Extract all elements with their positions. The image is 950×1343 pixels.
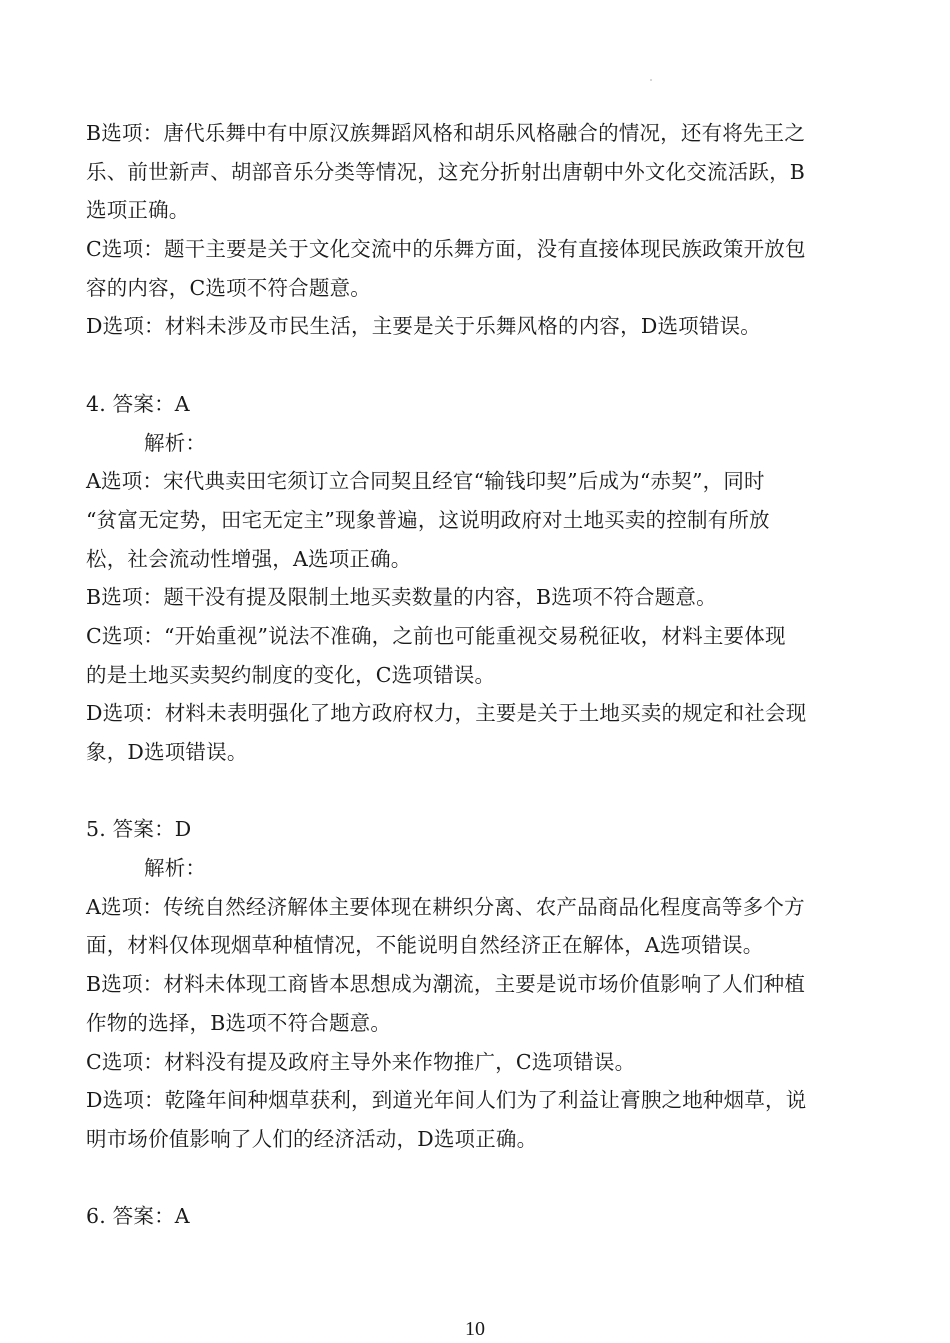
q5-option-b-line-1: B选项：材料未体现工商皆本思想成为潮流，主要是说市场价值影响了人们种植 — [86, 972, 806, 997]
q3-option-c-line-1: C选项：题干主要是关于文化交流中的乐舞方面，没有直接体现民族政策开放包 — [86, 237, 806, 262]
q4-option-a-line-2: “贫富无定势，田宅无定主”现象普遍，这说明政府对土地买卖的控制有所放 — [86, 507, 770, 532]
q6-answer: 6. 答案：A — [86, 1204, 190, 1229]
q4-option-a-line-3: 松，社会流动性增强，A选项正确。 — [86, 546, 412, 571]
q4-answer: 4. 答案：A — [86, 391, 190, 416]
q3-option-d-line-1: D选项：材料未涉及市民生活，主要是关于乐舞风格的内容，D选项错误。 — [86, 314, 761, 339]
q3-option-c-line-2: 容的内容，C选项不符合题意。 — [86, 275, 371, 300]
q5-option-a-line-1: A选项：传统自然经济解体主要体现在耕织分离、农产品商品化程度高等多个方 — [86, 894, 805, 919]
q5-option-a-line-2: 面，材料仅体现烟草种植情况，不能说明自然经济正在解体，A选项错误。 — [86, 933, 764, 958]
spacer — [86, 1159, 866, 1198]
document-body — [86, 114, 866, 1236]
page-number: 10 — [465, 1318, 485, 1340]
q4-option-c-line-2: 的是土地买卖契约制度的变化，C选项错误。 — [86, 662, 496, 687]
q4-option-d-line-1: D选项：材料未表明强化了地方政府权力，主要是关于土地买卖的规定和社会现 — [86, 701, 807, 726]
q3-option-b-line-2: 乐、前世新声、胡部音乐分类等情况，这充分折射出唐朝中外文化交流活跃，B — [86, 159, 806, 184]
q5-analysis-heading: 解析： — [144, 856, 207, 881]
q4-option-a-line-1: A选项：宋代典卖田宅须订立合同契且经官“输钱印契”后成为“赤契”，同时 — [86, 469, 765, 494]
q5-option-d-line-1: D选项：乾隆年间种烟草获利，到道光年间人们为了利益让膏腴之地种烟草，说 — [86, 1088, 807, 1113]
spacer — [86, 772, 866, 811]
q4-option-b-line-1: B选项：题干没有提及限制土地买卖数量的内容，B选项不符合题意。 — [86, 585, 717, 610]
q3-option-b-line-3: 选项正确。 — [86, 198, 190, 223]
q5-answer: 5. 答案：D — [86, 817, 192, 842]
q4-option-c-line-1: C选项：“开始重视”说法不准确，之前也可能重视交易税征收，材料主要体现 — [86, 623, 786, 648]
q4-analysis-heading: 解析： — [144, 430, 207, 455]
q5-option-b-line-2: 作物的选择，B选项不符合题意。 — [86, 1010, 392, 1035]
scan-speck — [650, 79, 652, 81]
q3-option-b-line-1: B选项：唐代乐舞中有中原汉族舞蹈风格和胡乐风格融合的情况，还有将先王之 — [86, 121, 806, 145]
q5-option-d-line-2: 明市场价值影响了人们的经济活动，D选项正确。 — [86, 1126, 538, 1151]
q5-option-c-line-1: C选项：材料没有提及政府主导外来作物推广，C选项错误。 — [86, 1049, 636, 1074]
q4-option-d-line-2: 象，D选项错误。 — [86, 740, 248, 764]
spacer — [86, 346, 866, 385]
